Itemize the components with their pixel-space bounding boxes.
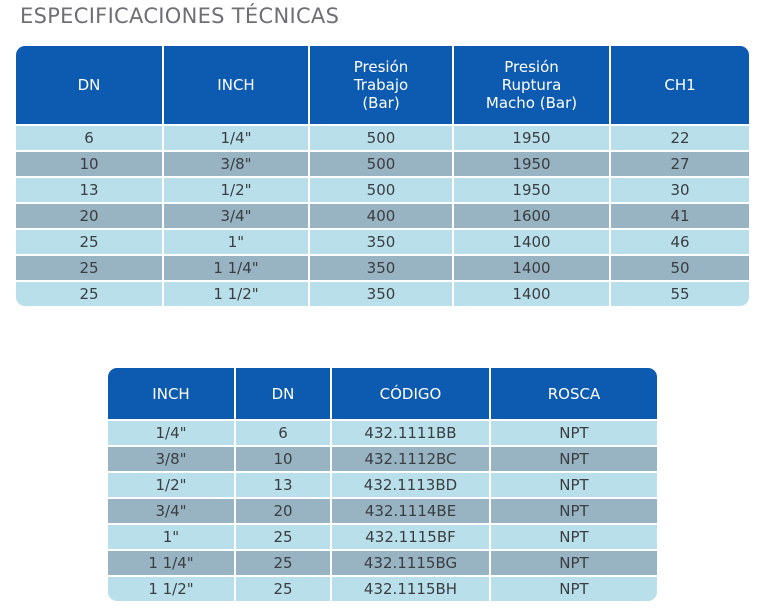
cell-working-pressure: 500 — [310, 152, 454, 178]
cell-dn: 20 — [16, 204, 164, 230]
cell-dn: 6 — [16, 126, 164, 152]
table-row — [108, 473, 657, 499]
cell-inch: 1/4" — [108, 421, 236, 447]
header-dn: DN — [236, 368, 332, 421]
cell-thread: NPT — [491, 525, 657, 551]
header-thread: ROSCA — [491, 368, 657, 421]
header-inch: INCH — [164, 46, 310, 126]
cell-inch: 1/2" — [164, 178, 310, 204]
header-burst-pressure: Presión Ruptura Macho (Bar) — [454, 46, 611, 126]
table-row — [16, 230, 749, 256]
cell-inch: 1 1/2" — [108, 577, 236, 601]
table-header-row — [16, 46, 749, 126]
table-row — [16, 126, 749, 152]
cell-working-pressure: 500 — [310, 126, 454, 152]
table-row — [16, 282, 749, 306]
cell-inch: 3/4" — [108, 499, 236, 525]
header-ch1: CH1 — [611, 46, 749, 126]
cell-inch: 1" — [164, 230, 310, 256]
cell-thread: NPT — [491, 421, 657, 447]
cell-working-pressure: 400 — [310, 204, 454, 230]
cell-burst-pressure: 1400 — [454, 256, 611, 282]
table-header-row — [108, 368, 657, 421]
cell-thread: NPT — [491, 447, 657, 473]
table-row — [108, 421, 657, 447]
cell-dn: 25 — [236, 577, 332, 601]
cell-inch: 1/2" — [108, 473, 236, 499]
cell-inch: 3/8" — [164, 152, 310, 178]
cell-ch1: 55 — [611, 282, 749, 306]
cell-thread: NPT — [491, 473, 657, 499]
cell-ch1: 27 — [611, 152, 749, 178]
cell-working-pressure: 350 — [310, 256, 454, 282]
cell-working-pressure: 350 — [310, 230, 454, 256]
cell-inch: 3/4" — [164, 204, 310, 230]
cell-dn: 25 — [236, 525, 332, 551]
header-code: CÓDIGO — [332, 368, 491, 421]
table-row — [16, 178, 749, 204]
table-row — [16, 152, 749, 178]
cell-dn: 25 — [236, 551, 332, 577]
table-row — [108, 551, 657, 577]
cell-code: 432.1115BH — [332, 577, 491, 601]
cell-inch: 1 1/4" — [108, 551, 236, 577]
cell-burst-pressure: 1400 — [454, 230, 611, 256]
cell-ch1: 50 — [611, 256, 749, 282]
cell-burst-pressure: 1400 — [454, 282, 611, 306]
cell-dn: 13 — [236, 473, 332, 499]
header-inch: INCH — [108, 368, 236, 421]
cell-inch: 1 1/2" — [164, 282, 310, 306]
header-dn: DN — [16, 46, 164, 126]
cell-dn: 25 — [16, 282, 164, 306]
cell-burst-pressure: 1950 — [454, 178, 611, 204]
cell-dn: 10 — [236, 447, 332, 473]
cell-dn: 25 — [16, 230, 164, 256]
cell-dn: 25 — [16, 256, 164, 282]
cell-ch1: 22 — [611, 126, 749, 152]
header-working-pressure: Presión Trabajo (Bar) — [310, 46, 454, 126]
cell-working-pressure: 500 — [310, 178, 454, 204]
cell-working-pressure: 350 — [310, 282, 454, 306]
table-row — [108, 577, 657, 601]
table-row — [108, 499, 657, 525]
table-row — [108, 525, 657, 551]
cell-dn: 6 — [236, 421, 332, 447]
cell-code: 432.1113BD — [332, 473, 491, 499]
part-codes-table — [108, 368, 657, 601]
cell-code: 432.1115BF — [332, 525, 491, 551]
cell-dn: 10 — [16, 152, 164, 178]
pressure-specs-table — [16, 46, 749, 306]
cell-thread: NPT — [491, 551, 657, 577]
cell-inch: 3/8" — [108, 447, 236, 473]
cell-code: 432.1114BE — [332, 499, 491, 525]
cell-ch1: 46 — [611, 230, 749, 256]
cell-dn: 20 — [236, 499, 332, 525]
cell-code: 432.1111BB — [332, 421, 491, 447]
cell-inch: 1" — [108, 525, 236, 551]
table-row — [108, 447, 657, 473]
cell-burst-pressure: 1950 — [454, 152, 611, 178]
table-row — [16, 204, 749, 230]
cell-dn: 13 — [16, 178, 164, 204]
cell-ch1: 41 — [611, 204, 749, 230]
cell-thread: NPT — [491, 499, 657, 525]
table-row — [16, 256, 749, 282]
cell-burst-pressure: 1600 — [454, 204, 611, 230]
cell-inch: 1 1/4" — [164, 256, 310, 282]
cell-inch: 1/4" — [164, 126, 310, 152]
page-title: ESPECIFICACIONES TÉCNICAS — [20, 4, 340, 28]
cell-thread: NPT — [491, 577, 657, 601]
cell-code: 432.1115BG — [332, 551, 491, 577]
cell-burst-pressure: 1950 — [454, 126, 611, 152]
cell-ch1: 30 — [611, 178, 749, 204]
cell-code: 432.1112BC — [332, 447, 491, 473]
